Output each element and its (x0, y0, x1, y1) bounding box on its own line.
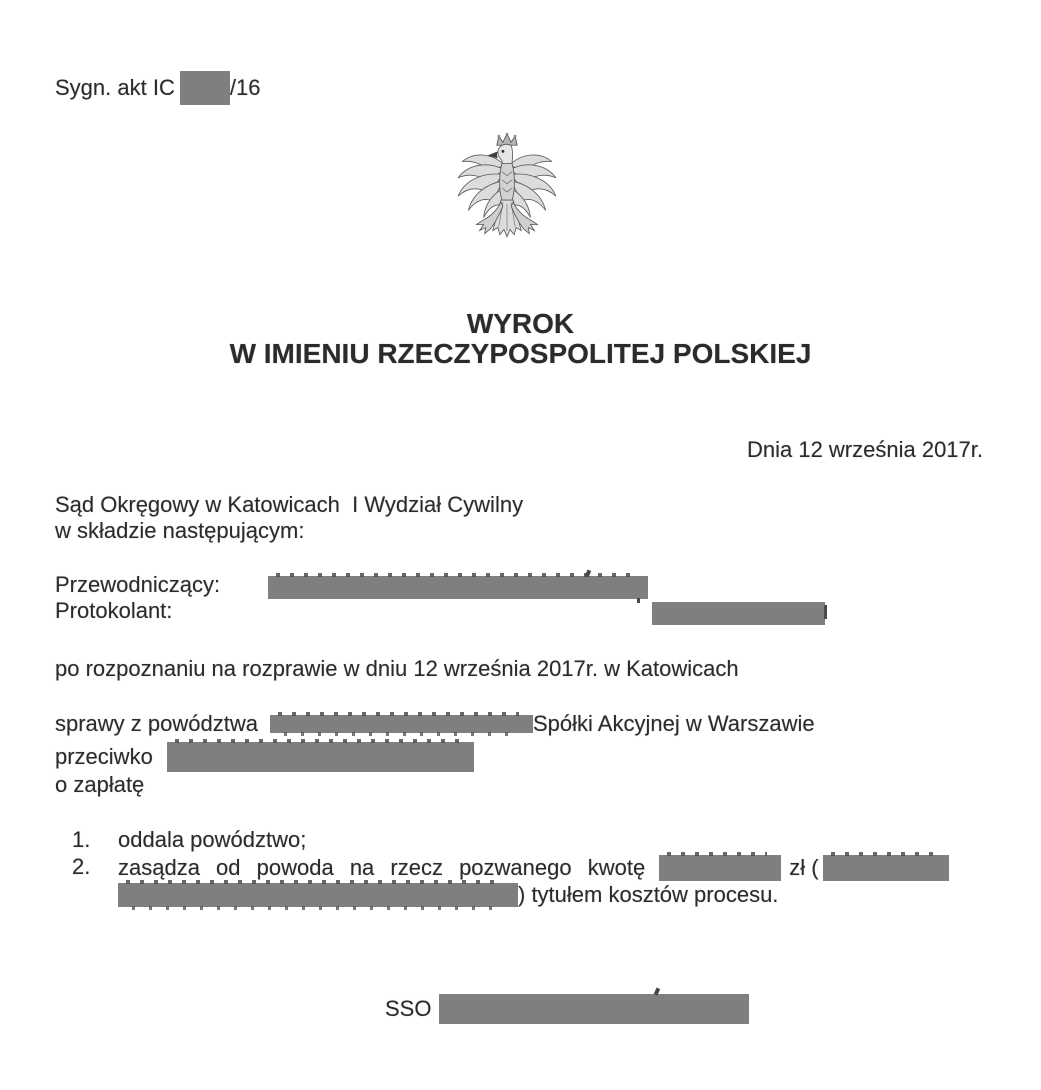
signature-line (385, 992, 749, 1026)
case-number-prefix: Sygn. akt IC (55, 75, 175, 100)
plaintiff-prefix: sprawy z powództwa (55, 711, 258, 736)
redaction-artifact (637, 598, 640, 603)
court-composition-line: w składzie następującym: (55, 518, 305, 543)
ruling-line-amount-words (118, 881, 968, 908)
ruling-number: 1. (72, 827, 91, 852)
plaintiff-line (55, 709, 815, 739)
presiding-judge-redaction (268, 576, 648, 599)
court-block (55, 492, 523, 544)
ruling-item-2 (72, 854, 972, 908)
signature-redaction (439, 994, 749, 1024)
redaction-artifact (126, 880, 504, 884)
amount-words-redaction (823, 855, 949, 881)
redaction-artifact (654, 987, 661, 995)
defendant-redaction (167, 742, 474, 772)
ruling-number: 2. (72, 854, 91, 879)
redaction-artifact (284, 732, 513, 736)
judgment-title-line1: WYROK (466, 308, 575, 339)
ruling-text: zasądza od powoda na rzecz pozwanego kwotę (118, 854, 646, 880)
hearing-line: po rozpoznaniu na rozprawie w dniu 12 września 2017r. w Katowicach (55, 656, 739, 681)
redaction-artifact (175, 739, 460, 743)
plaintiff-redaction (270, 715, 533, 733)
judgment-title-line2: W IMIENIU RZECZYPOSPOLITEJ POLSKIEJ (229, 338, 812, 369)
amount-redaction (659, 855, 781, 881)
redaction-artifact (276, 573, 634, 577)
court-name-line: Sąd Okręgowy w Katowicach I Wydział Cywilny (55, 492, 524, 517)
redaction-artifact (278, 712, 519, 716)
redaction-artifact (667, 852, 767, 856)
plaintiff-suffix: Spółki Akcyjnej w Warszawie (532, 711, 815, 736)
ruling-text: oddala powództwo; (118, 827, 307, 852)
ruling-text: zł ( (789, 854, 819, 880)
defendant-label: przeciwko (55, 744, 153, 769)
ruling-text: ) tytułem kosztów procesu. (518, 881, 779, 907)
case-number-redaction (180, 71, 230, 105)
polish-eagle-emblem-icon (454, 131, 560, 255)
judgment-title (0, 309, 1041, 369)
redaction-artifact (132, 906, 498, 910)
redaction-artifact (831, 852, 935, 856)
amount-words-redaction (118, 883, 518, 907)
claim-line: o zapłatę (55, 772, 145, 797)
judgment-date: Dnia 12 września 2017r. (746, 437, 983, 462)
redaction-artifact (824, 605, 827, 619)
signature-prefix: SSO (385, 996, 432, 1021)
ruling-item-1 (72, 827, 972, 853)
case-number-suffix: /16 (229, 75, 261, 100)
clerk-label: Protokolant: (55, 598, 173, 623)
rulings-list (72, 827, 972, 908)
case-number-line (55, 70, 260, 106)
clerk-redaction (652, 602, 825, 625)
ruling-text-block (118, 854, 968, 908)
presiding-judge-label: Przewodniczący: (55, 572, 221, 597)
defendant-line (55, 740, 474, 774)
ruling-line-amount (118, 854, 968, 881)
